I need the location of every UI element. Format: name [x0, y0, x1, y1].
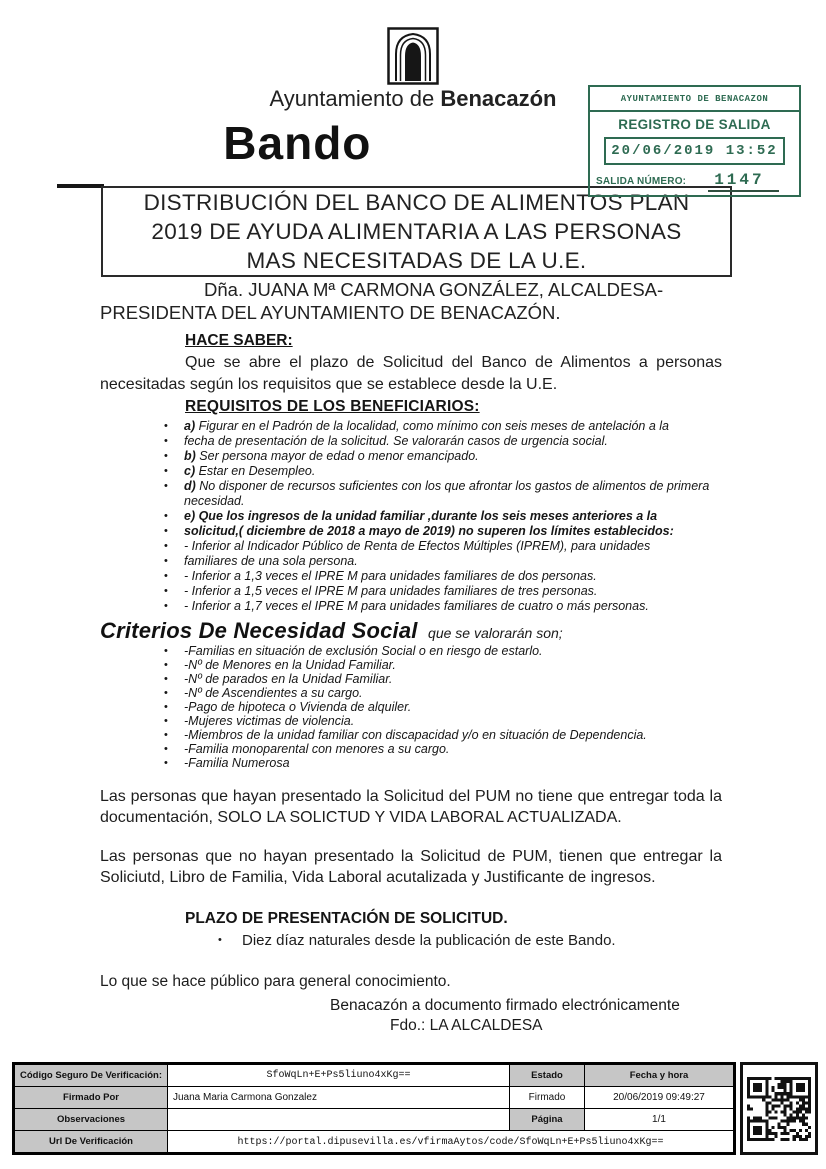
bullet-dot: •: [218, 934, 222, 946]
bullet-dot: •: [164, 687, 168, 699]
bullet-text: b) Ser persona mayor de edad o menor emancipado.: [184, 449, 479, 463]
stamp-org: AYUNTAMIENTO DE BENACAZON: [620, 94, 769, 104]
bullet-text: d) No disponer de recursos suficientes con los que afrontar los gastos de alimentos de primera necesidad.: [184, 479, 710, 508]
bullet-text: fecha de presentación de la solicitud. Se valorarán casos de urgencia social.: [184, 434, 608, 448]
closing-public-notice: Lo que se hace público para general conocimiento.: [100, 973, 451, 990]
requisitos-list: [100, 419, 722, 614]
criterios-heading-row: [100, 618, 722, 644]
bullet-item: [100, 658, 722, 672]
qr-code-box: [740, 1062, 818, 1155]
bullet-item: [100, 464, 722, 479]
bullet-dot: •: [164, 435, 168, 447]
bullet-text: - Inferior al Indicador Público de Renta de Efectos Múltiples (IPREM), para unidades: [184, 539, 651, 553]
bullet-text: c) Estar en Desempleo.: [184, 464, 316, 478]
bullet-text: -Familia Numerosa: [184, 756, 290, 770]
footer-observaciones-value: [168, 1109, 509, 1130]
footer-label-observaciones: Observaciones: [15, 1109, 167, 1130]
bullet-text: -Nº de parados en la Unidad Familiar.: [184, 672, 393, 686]
bullet-dot: •: [164, 729, 168, 741]
footer-label-pagina: Página: [510, 1109, 584, 1130]
signature-footer-table: [12, 1062, 736, 1155]
footer-verification-url[interactable]: https://portal.dipusevilla.es/vfirmaAytos/code/SfoWqLn+E+Ps5liuno4xKg==: [168, 1131, 733, 1152]
footer-estado-value: Firmado: [510, 1087, 584, 1108]
bullet-item: [100, 449, 722, 464]
bullet-item: [100, 599, 722, 614]
footer-fecha-value: 20/06/2019 09:49:27: [585, 1087, 733, 1108]
footer-label-url: Url De Verificación: [15, 1131, 167, 1152]
criterios-heading-suffix: que se valorarán son;: [428, 625, 563, 641]
bullet-item: [100, 644, 722, 658]
closing-signature: Fdo.: LA ALCALDESA: [390, 1017, 543, 1034]
footer-csv-value: SfoWqLn+E+Ps5liuno4xKg==: [168, 1065, 509, 1086]
bullet-text: -Nº de Menores en la Unidad Familiar.: [184, 658, 396, 672]
stamp-registry-title: REGISTRO DE SALIDA: [618, 117, 771, 132]
bullet-text: solicitud,( diciembre de 2018 a mayo de 2019) no superen los límites establecidos:: [184, 524, 674, 538]
criterios-list: [100, 644, 722, 770]
bullet-item: [100, 714, 722, 728]
hace-saber-heading: HACE SABER:: [185, 332, 293, 349]
bullet-dot: •: [164, 673, 168, 685]
bullet-text: e) Que los ingresos de la unidad familiar ,durante los seis meses anteriores a la: [184, 509, 658, 523]
doc-type-title: Bando: [223, 117, 372, 169]
bullet-item: [100, 539, 722, 554]
bullet-text: familiares de una sola persona.: [184, 554, 358, 568]
bullet-item: [100, 419, 722, 434]
stamp-number-label: SALIDA NÚMERO:: [596, 176, 687, 187]
bullet-item: [100, 554, 722, 569]
bullet-text: -Mujeres victimas de violencia.: [184, 714, 355, 728]
logo-wrap: [0, 27, 826, 90]
bullet-prefix: b): [184, 449, 200, 463]
criterios-heading: Criterios De Necesidad Social: [100, 618, 418, 643]
stamp-divider: [590, 110, 799, 112]
bullet-text: -Pago de hipoteca o Vivienda de alquiler.: [184, 700, 412, 714]
document-body: [100, 278, 722, 1035]
bullet-dot: •: [164, 659, 168, 671]
bullet-dot: •: [164, 757, 168, 769]
plazo-heading: PLAZO DE PRESENTACIÓN DE SOLICITUD.: [185, 910, 508, 927]
bullet-item: [100, 728, 722, 742]
bullet-item: [100, 569, 722, 584]
bullet-dot: •: [164, 465, 168, 477]
bullet-dot: •: [164, 555, 168, 567]
bullet-item: [100, 700, 722, 714]
bullet-prefix: c): [184, 464, 199, 478]
footer-label-fecha-hora: Fecha y hora: [585, 1065, 733, 1086]
bullet-dot: •: [164, 645, 168, 657]
requisitos-heading: REQUISITOS DE LOS BENEFICIARIOS:: [185, 398, 480, 415]
bullet-text: a) Figurar en el Padrón de la localidad, como mínimo con seis meses de antelación a la: [184, 419, 669, 433]
bullet-text: - Inferior a 1,3 veces el IPRE M para unidades familiares de dos personas.: [184, 569, 597, 583]
bullet-text: - Inferior a 1,5 veces el IPRE M para unidades familiares de tres personas.: [184, 584, 598, 598]
bullet-dot: •: [164, 743, 168, 755]
footer-label-estado: Estado: [510, 1065, 584, 1086]
title-dash-line: [57, 184, 104, 188]
footer-signer-name: Juana Maria Carmona Gonzalez: [168, 1087, 509, 1108]
salutation: Dña. JUANA Mª CARMONA GONZÁLEZ, ALCALDESA- PRESIDENTA DEL AYUNTAMIENTO DE BENACAZÓN.: [100, 279, 664, 323]
bullet-item: [100, 672, 722, 686]
bullet-dot: •: [164, 600, 168, 612]
bullet-item: [100, 434, 722, 449]
stamp-number: 1147: [708, 171, 778, 192]
closing-signed-electronically: Benacazón a documento firmado electrónicamente: [330, 997, 680, 1014]
footer-label-csv: Código Seguro De Verificación:: [15, 1065, 167, 1086]
bullet-dot: •: [164, 525, 168, 537]
org-name-bold: Benacazón: [440, 86, 557, 111]
hace-saber-paragraph: Que se abre el plazo de Solicitud del Banco de Alimentos a personas necesitadas según los requisitos que se establece desde la U.E.: [100, 354, 722, 393]
org-prefix: Ayuntamiento de: [269, 86, 441, 111]
plazo-bullet-item: [100, 932, 722, 949]
stamp-number-row: [590, 165, 799, 192]
bullet-dot: •: [164, 480, 168, 492]
bullet-item: [100, 742, 722, 756]
bullet-text: -Nº de Ascendientes a su cargo.: [184, 686, 363, 700]
bullet-text: -Miembros de la unidad familiar con discapacidad y/o en situación de Dependencia.: [184, 728, 647, 742]
bullet-item: [100, 686, 722, 700]
bullet-item: [100, 756, 722, 770]
stamp-datetime: 20/06/2019 13:52: [604, 137, 785, 165]
document-title: DISTRIBUCIÓN DEL BANCO DE ALIMENTOS PLAN 2019 DE AYUDA ALIMENTARIA A LAS PERSONAS MAS NECESITADAS DE LA U.E.: [143, 190, 690, 273]
bullet-item: [100, 509, 722, 524]
bullet-dot: •: [164, 450, 168, 462]
bullet-prefix: a): [184, 419, 199, 433]
bullet-text: -Familia monoparental con menores a su cargo.: [184, 742, 450, 756]
bullet-dot: •: [164, 715, 168, 727]
footer-pagina-value: 1/1: [585, 1109, 733, 1130]
bullet-item: [100, 479, 722, 509]
registry-stamp: [588, 85, 801, 197]
footer-label-firmado-por: Firmado Por: [15, 1087, 167, 1108]
bullet-item: [100, 584, 722, 599]
bullet-dot: •: [164, 585, 168, 597]
arch-logo-icon: [387, 27, 439, 85]
paragraph-pum-not-presented: Las personas que no hayan presentado la Solicitud de PUM, tienen que entregar la Soliciutd, Libro de Familia, Vida Laboral acutalizada y Justificante de ingresos.: [100, 848, 722, 886]
bullet-prefix: d): [184, 479, 200, 493]
bullet-text: -Familias en situación de exclusión Social o en riesgo de estarlo.: [184, 644, 543, 658]
bullet-dot: •: [164, 510, 168, 522]
bullet-dot: •: [164, 540, 168, 552]
plazo-bullet-text: Diez díaz naturales desde la publicación de este Bando.: [242, 932, 616, 949]
bullet-dot: •: [164, 420, 168, 432]
bullet-text: - Inferior a 1,7 veces el IPRE M para unidades familiares de cuatro o más personas.: [184, 599, 649, 613]
title-box: [101, 186, 732, 277]
bullet-dot: •: [164, 570, 168, 582]
bullet-item: [100, 524, 722, 539]
qr-code: [747, 1077, 811, 1141]
paragraph-pum-presented: Las personas que hayan presentado la Solicitud del PUM no tiene que entregar toda la documentación, SOLO LA SOLICTUD Y VIDA LABORAL ACTUALIZADA.: [100, 788, 722, 826]
bullet-dot: •: [164, 701, 168, 713]
